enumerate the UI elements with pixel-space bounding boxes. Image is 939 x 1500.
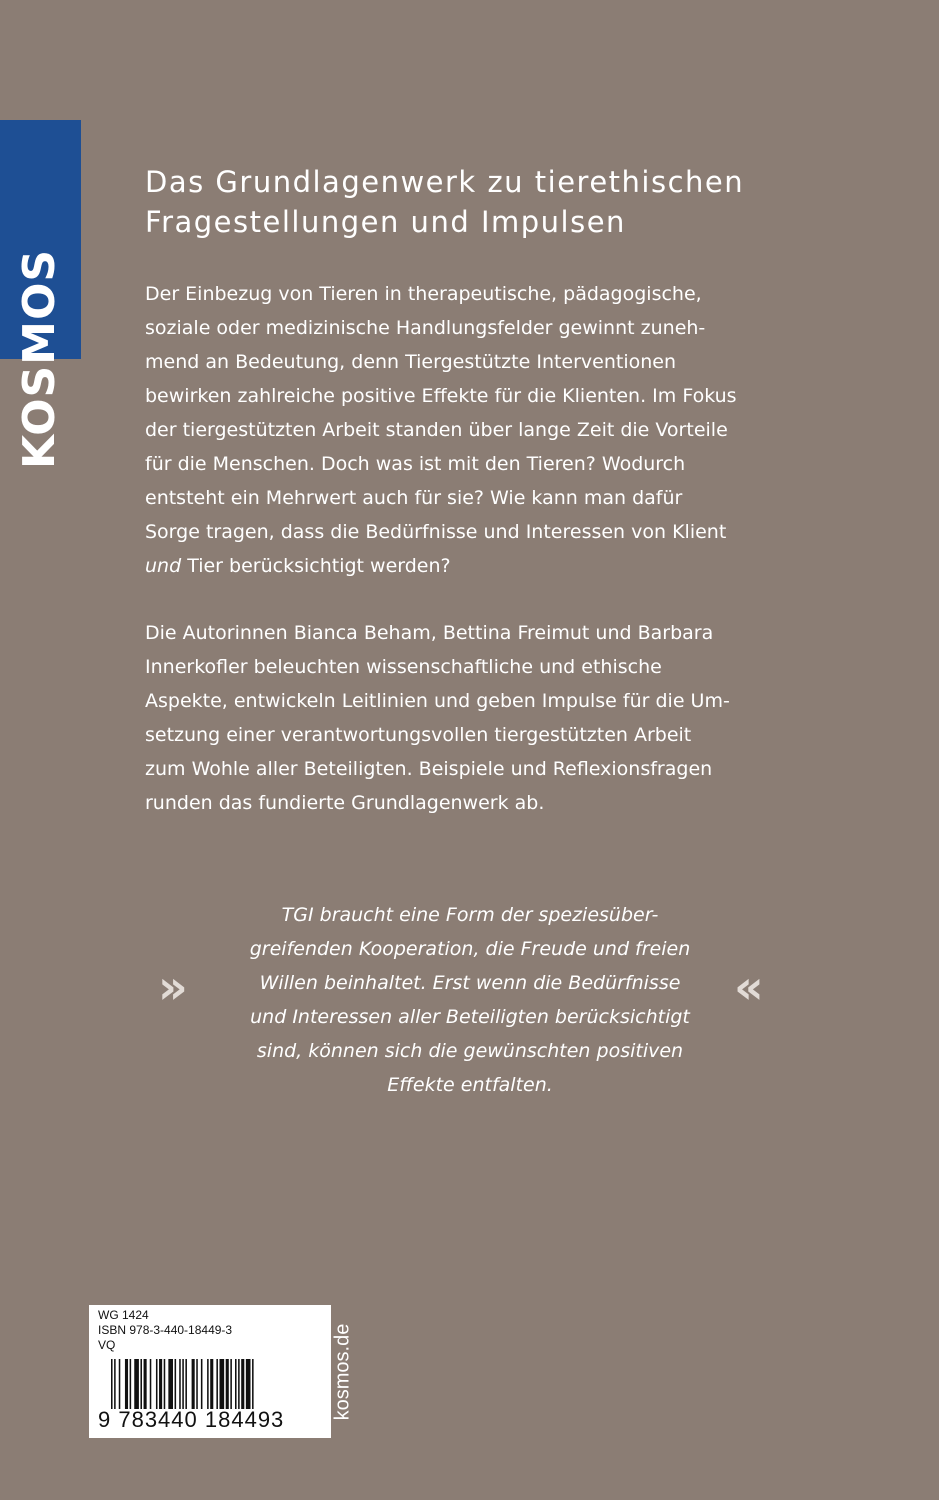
barcode-bar (130, 1359, 132, 1409)
text-line: entsteht ein Mehrwert auch für sie? Wie kann man dafür (145, 487, 683, 509)
quote-line: Effekte entfalten. (387, 1074, 553, 1096)
quote-line: greifenden Kooperation, die Freude und freien (249, 938, 691, 960)
text-line: Aspekte, entwickeln Leitlinien und geben Impulse für die Um- (145, 690, 730, 712)
barcode-bar (175, 1359, 177, 1409)
quote-line: sind, können sich die gewünschten positiven (256, 1040, 684, 1062)
isbn-number: ISBN 978-3-440-18449-3 (98, 1323, 233, 1337)
text-line: Der Einbezug von Tieren in therapeutische, pädagogische, (145, 283, 702, 305)
barcode-bar (192, 1359, 195, 1409)
barcode-bar (134, 1359, 139, 1409)
barcode-bar (159, 1359, 162, 1409)
barcode-bar (125, 1359, 128, 1409)
text-line: zum Wohle aller Beteiligten. Beispiele und Reflexionsfragen (145, 758, 713, 780)
headline-line: Das Grundlagenwerk zu tierethischen (145, 165, 745, 199)
text-line: Innerkofler beleuchten wissenschaftliche und ethische (145, 656, 662, 678)
barcode-bar (111, 1359, 113, 1409)
barcode-bars (111, 1359, 307, 1409)
quote-line: und Interessen aller Beteiligten berücksichtigt (250, 1006, 690, 1028)
barcode-bar (220, 1359, 225, 1409)
barcode-bar (216, 1359, 218, 1409)
text-line: soziale oder medizinische Handlungsfelder gewinnt zuneh- (145, 317, 706, 339)
text-fragment: Tier berücksichtigt werden? (181, 555, 451, 577)
barcode-bar (114, 1359, 116, 1409)
quote-close-mark: « (734, 960, 764, 1014)
description-paragraph-2 (145, 616, 825, 820)
text-line: mend an Bedeutung, denn Tiergestützte Interventionen (145, 351, 677, 373)
barcode-bar (207, 1359, 209, 1409)
barcode-digits: 9 783440 184493 (98, 1407, 285, 1432)
barcode-bar (238, 1359, 240, 1409)
text-line: Die Autorinnen Bianca Beham, Bettina Freimut und Barbara (145, 622, 714, 644)
barcode-bar (179, 1359, 181, 1409)
headline-line: Fragestellungen und Impulsen (145, 205, 626, 239)
barcode-bar (196, 1359, 198, 1409)
barcode-bar (119, 1359, 121, 1409)
barcode-bar (235, 1359, 237, 1409)
barcode-bar (164, 1359, 166, 1409)
wg-number: WG 1424 (98, 1308, 149, 1322)
barcode-bar (185, 1359, 187, 1409)
text-line (145, 549, 825, 583)
quote-line: Willen beinhaltet. Erst wenn die Bedürfnisse (259, 972, 681, 994)
barcode-info (98, 1308, 232, 1353)
pull-quote (200, 898, 740, 1102)
vq-code: VQ (98, 1338, 116, 1352)
kosmos-logo (0, 120, 81, 470)
headline (145, 162, 845, 242)
quote-open-mark: » (158, 960, 188, 1014)
barcode-bar (182, 1359, 184, 1409)
emphasis: und (145, 555, 182, 577)
text-line: Sorge tragen, dass die Bedürfnisse und Interessen von Klient (145, 521, 727, 543)
barcode-bar (168, 1359, 173, 1409)
text-line: setzung einer verantwortungsvollen tiergestützten Arbeit (145, 724, 692, 746)
text-line: bewirken zahlreiche positive Effekte für die Klienten. Im Fokus (145, 385, 737, 407)
barcode-bar (156, 1359, 158, 1409)
barcode-bar (150, 1359, 152, 1409)
text-line: für die Menschen. Doch was ist mit den Tieren? Wodurch (145, 453, 686, 475)
barcode-bar (241, 1359, 244, 1409)
barcode-bar (226, 1359, 229, 1409)
barcode-panel (89, 1305, 331, 1438)
barcode-bar (230, 1359, 232, 1409)
quote-line: TGI braucht eine Form der speziesüber- (281, 904, 659, 926)
barcode-bar (246, 1359, 251, 1409)
logo-text: KOSMOS (14, 248, 65, 470)
barcode-bar (210, 1359, 213, 1409)
barcode-bar (201, 1359, 203, 1409)
barcode-bar (144, 1359, 147, 1409)
barcode-bar (140, 1359, 142, 1409)
description-paragraph-1 (145, 277, 825, 583)
text-line: runden das fundierte Grundlagenwerk ab. (145, 792, 545, 814)
publisher-url: kosmos.de (331, 1323, 354, 1421)
barcode-bar (252, 1359, 254, 1409)
text-line: der tiergestützten Arbeit standen über lange Zeit die Vorteile (145, 419, 728, 441)
